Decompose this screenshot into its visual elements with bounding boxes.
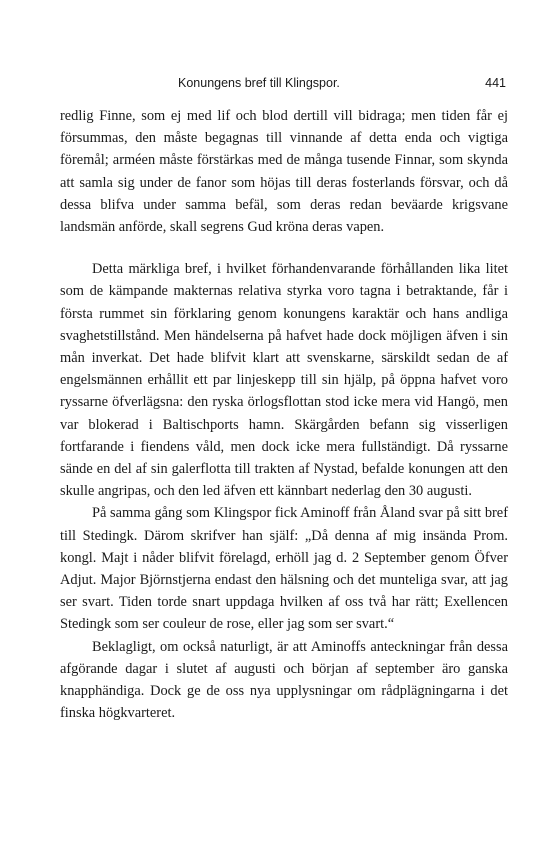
- paragraph: Beklagligt, om också naturligt, är att Aminoffs anteckningar från dessa afgörande dagar i slutet af augusti och början af september äro ganska knapphändiga. Dock ge de oss nya upplysningar om rådplägningarna i det finska högkvarteret.: [60, 638, 508, 722]
- paragraph-continuation: redlig Finne, som ej med lif och blod dertill vill bidraga; men tiden får ej försummas, den måste begagnas till vinnande af detta enda och vigtiga föremål; arméen måste förstärkas med de många tusende Finnar, som skynda att samla sig under de fanor som höjas till deras fosterlands försvar, och då dessa blifva under samma befäl, som deras redan beväarde krigsvane landsmän anförde, skall segrens Gud kröna deras vapen.: [60, 108, 508, 236]
- body-text: [60, 105, 508, 724]
- running-header: [60, 76, 508, 94]
- page-number: 441: [485, 76, 506, 90]
- book-page: [60, 0, 508, 848]
- paragraph: På samma gång som Klingspor fick Aminoff från Åland svar på sitt bref till Stedingk. Därom skrifver han själf: „Då denna af mig insända Prom. kongl. Majt i nåder blifvit förelagd, erhöll jag d. 2 September genom Öfver Adjut. Major Björnstjerna endast den hälsning och det munteliga svar, att jag ser svart. Tiden torde snart uppdaga hvilken af oss två har rätt; Exellencen Stedingk som ser couleur de rose, eller jag som ser svart.“: [60, 505, 508, 633]
- paragraph: Detta märkliga bref, i hvilket förhandenvarande förhållanden lika litet som de kämpande makternas relativa styrka voro tagna i betraktande, får i första rummet sin förklaring genom konungens karaktär och hans andliga svaghetstillstånd. Men händelserna på hafvet hade dock möjligen äfven i sin mån inverkat. Det hade blifvit klart att svenskarne, särskildt sedan de af engelsmännen erhållit ett par linjeskepp till sin hjälp, på öppna hafvet voro ryssarne öfverlägsna: den ryska örlogsflottan stod icke mera vid Hangö, men var blokerad i Baltischports hamn. Skärgården befann sig visserligen fortfarande i fiendens våld, men dock icke mera fullständigt. Då ryssarne sände en del af sin galerflotta till trakten af Nystad, befalde konungen att den skulle angripas, och den led äfven ett kännbart nederlag den 30 augusti.: [60, 261, 508, 500]
- running-title: Konungens bref till Klingspor.: [178, 76, 340, 90]
